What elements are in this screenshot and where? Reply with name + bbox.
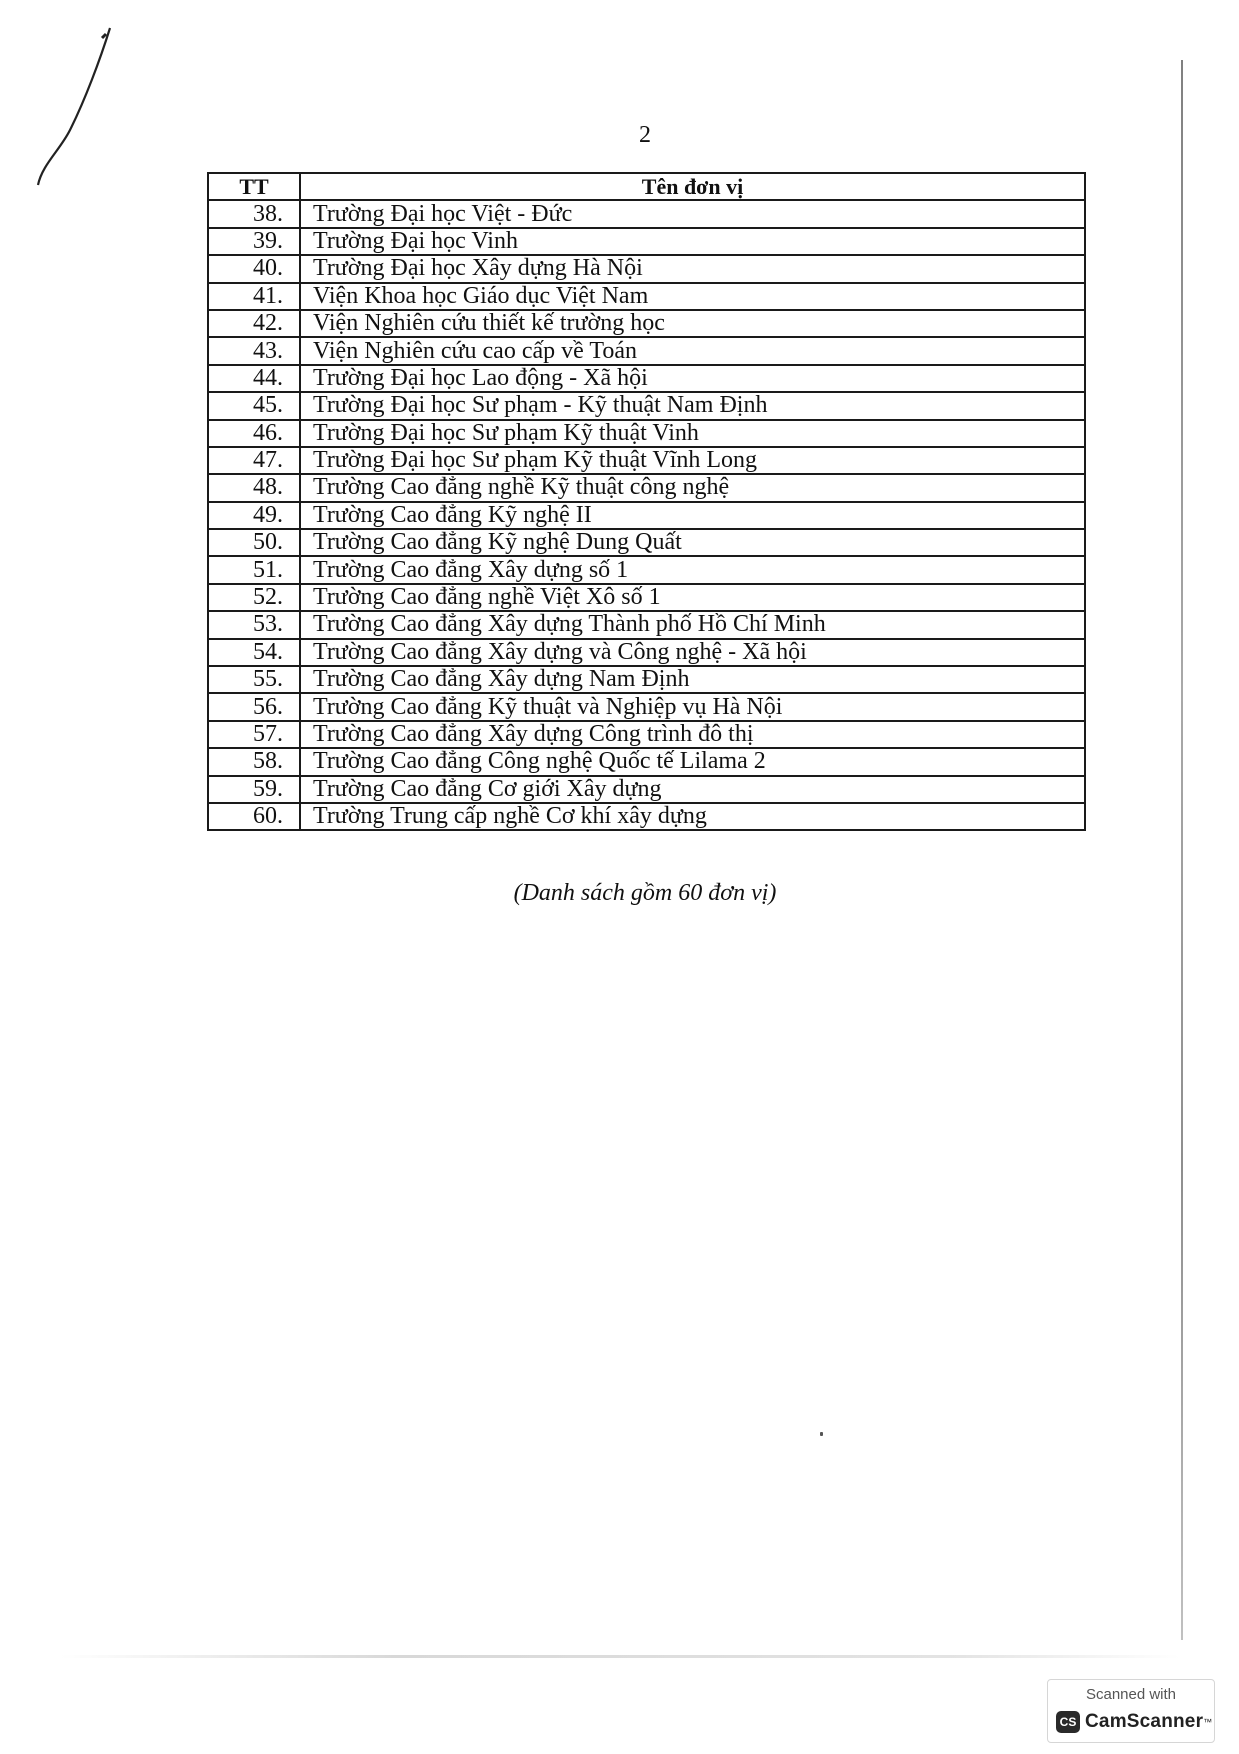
header-unit-name: Tên đơn vị [300,173,1085,200]
row-number: 52. [208,584,300,611]
unit-name: Trường Cao đẳng nghề Kỹ thuật công nghệ [300,474,1085,501]
row-number: 58. [208,748,300,775]
unit-name: Trường Cao đẳng Công nghệ Quốc tế Lilama 2 [300,748,1085,775]
camscanner-logo-icon: CS [1056,1711,1080,1733]
table-row [208,556,1085,583]
row-number: 53. [208,611,300,638]
unit-name: Trường Cao đẳng Kỹ thuật và Nghiệp vụ Hà Nội [300,693,1085,720]
row-number: 43. [208,337,300,364]
row-number: 47. [208,447,300,474]
row-number: 59. [208,776,300,803]
table-row [208,776,1085,803]
unit-name: Trường Cao đẳng Xây dựng số 1 [300,556,1085,583]
table-row [208,693,1085,720]
table-row [208,200,1085,227]
watermark-caption: Scanned with [1085,1686,1177,1703]
row-number: 46. [208,420,300,447]
row-number: 49. [208,502,300,529]
table-row [208,392,1085,419]
unit-name: Trường Đại học Vinh [300,228,1085,255]
scan-edge-mark [30,20,120,190]
unit-name: Trường Cao đẳng nghề Việt Xô số 1 [300,584,1085,611]
unit-name: Trường Cao đẳng Kỹ nghệ II [300,502,1085,529]
row-number: 44. [208,365,300,392]
table-body [208,200,1085,830]
unit-name: Trường Đại học Xây dựng Hà Nội [300,255,1085,282]
unit-name: Trường Cao đẳng Cơ giới Xây dựng [300,776,1085,803]
unit-name: Trường Cao đẳng Kỹ nghệ Dung Quất [300,529,1085,556]
table-row [208,310,1085,337]
unit-name: Trường Đại học Sư phạm Kỹ thuật Vinh [300,420,1085,447]
scan-right-edge [1181,60,1183,1640]
table-row [208,666,1085,693]
watermark-brand-row [1056,1710,1212,1734]
row-number: 55. [208,666,300,693]
row-number: 39. [208,228,300,255]
table-row [208,255,1085,282]
unit-name: Trường Cao đẳng Xây dựng Thành phố Hồ Chí Minh [300,611,1085,638]
table-row [208,803,1085,830]
row-number: 38. [208,200,300,227]
table-row [208,639,1085,666]
row-number: 40. [208,255,300,282]
list-footnote: (Danh sách gồm 60 đơn vị) [513,880,777,906]
table-row [208,474,1085,501]
table-row [208,584,1085,611]
row-number: 48. [208,474,300,501]
table-row [208,447,1085,474]
table-row [208,611,1085,638]
unit-name: Trường Cao đẳng Xây dựng và Công nghệ - Xã hội [300,639,1085,666]
table-row [208,337,1085,364]
unit-name: Trường Đại học Việt - Đức [300,200,1085,227]
units-table [207,172,1086,831]
camscanner-watermark [1047,1679,1215,1743]
table-row [208,283,1085,310]
unit-name: Viện Nghiên cứu thiết kế trường học [300,310,1085,337]
unit-name: Trường Cao đẳng Xây dựng Nam Định [300,666,1085,693]
table-row [208,420,1085,447]
table-row [208,365,1085,392]
row-number: 50. [208,529,300,556]
row-number: 60. [208,803,300,830]
row-number: 51. [208,556,300,583]
unit-name: Trường Đại học Lao động - Xã hội [300,365,1085,392]
row-number: 57. [208,721,300,748]
table-row [208,502,1085,529]
unit-name: Trường Trung cấp nghề Cơ khí xây dựng [300,803,1085,830]
watermark-trademark: ™ [1203,1717,1213,1727]
unit-name: Trường Cao đẳng Xây dựng Công trình đô thị [300,721,1085,748]
table-row [208,721,1085,748]
row-number: 41. [208,283,300,310]
table-row [208,748,1085,775]
unit-name: Trường Đại học Sư phạm - Kỹ thuật Nam Định [300,392,1085,419]
page-number: 2 [639,122,651,148]
row-number: 45. [208,392,300,419]
unit-name: Viện Khoa học Giáo dục Việt Nam [300,283,1085,310]
row-number: 42. [208,310,300,337]
watermark-brand: CamScanner [1085,1711,1204,1732]
scan-bottom-shadow [60,1655,1180,1658]
scan-speck [820,1432,823,1436]
table-row [208,228,1085,255]
row-number: 54. [208,639,300,666]
table-header-row [208,173,1085,200]
table-row [208,529,1085,556]
unit-name: Viện Nghiên cứu cao cấp về Toán [300,337,1085,364]
header-tt: TT [208,173,300,200]
row-number: 56. [208,693,300,720]
unit-name: Trường Đại học Sư phạm Kỹ thuật Vĩnh Long [300,447,1085,474]
